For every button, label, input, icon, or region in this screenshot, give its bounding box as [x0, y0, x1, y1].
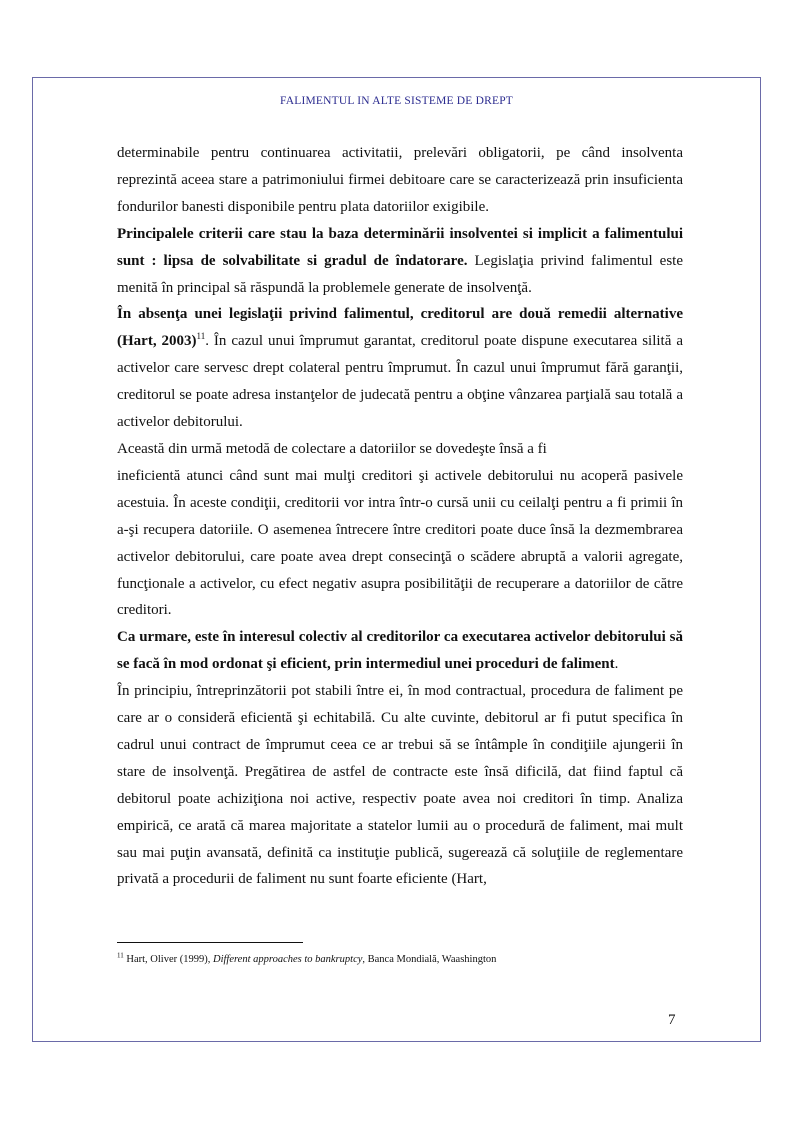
remedies-bold-text: În absenţa unei legislaţii privind falimentul, creditorul are două remedii alternative (Hart, 2003) — [117, 306, 683, 350]
page-number: 7 — [668, 1012, 676, 1028]
footnote-title: Different approaches to bankruptcy — [212, 954, 363, 965]
footnote-number: 11 — [117, 951, 124, 960]
collective-interest-bold-text: Ca urmare, este în interesul colectiv al creditorilor ca executarea activelor debitorului să se facă în mod ordonat şi eficient, prin intermediul unei proceduri de faliment — [117, 629, 683, 673]
footnote-rest: , Banca Mondială, Waashington — [362, 954, 497, 965]
paragraph-inefficiency-first-line: Această din urmă metodă de colectare a datoriilor se dovedeşte însă a fi — [117, 440, 547, 457]
paragraph-inefficiency: ineficientă atunci când sunt mai mulţi creditori şi activele debitorului nu acoperă pasivele acestuia. În aceste condiţii, creditorii vor intra într-o cursă unii cu ceilalţi pentru a fi primii în a-şi recupera datoriile. O asemenea întrecere între creditori poate duce însă la dezmembrarea activelor debitorului, care poate avea drept consecinţă o scădere abruptă a valorii agregate, funcţionale a activelor, cu efect negativ asupra posibilităţii de recuperare a datoriilor de către creditori. — [117, 467, 683, 619]
paragraph-contractual-procedure: În principiu, întreprinzătorii pot stabili între ei, în mod contractual, procedura de faliment pe care ar o consideră eficientă şi echitabilă. Cu alte cuvinte, debitorul ar fi putut specifica în cadrul unui contract de împrumut ceea ce ar trebui să se întâmple în condiţiile ajungerii în stare de insolvenţă. Pregătirea de astfel de contracte este însă dificilă, dat fiind faptul că debitorul poate achiziţiona noi active, respectiv poate avea noi creditori în timp. Analiza empirică, ce arată că marea majoritate a statelor lumii au o procedură de faliment, mai mult sau mai puţin avansată, definită ca instituţie publică, sugerează că soluţiile de reglementare privată a procedurii de faliment nu sunt foarte eficiente (Hart, — [117, 683, 683, 888]
paragraph-collective-interest — [117, 624, 683, 678]
footnote-separator — [117, 942, 303, 943]
page-body — [117, 140, 683, 893]
paragraph-remedies — [117, 301, 683, 436]
footnote — [117, 951, 497, 965]
paragraph-insolvency-definition: determinabile pentru continuarea activitatii, prelevări obligatorii, pe când insolventa reprezintă aceea stare a patrimoniului firmei debitoare care se caracterizează prin insuficienta fondurilor banesti disponibile pentru plata datoriilor exigibile. — [117, 145, 683, 215]
criteria-rest-text: Legislaţia privind falimentul este menită în principal să răspundă la problemele generate de insolvenţă. — [117, 252, 683, 296]
collective-interest-rest-text: . — [614, 656, 619, 673]
paragraph-criteria — [117, 221, 683, 302]
remedies-rest-text: . În cazul unui împrumut garantat, creditorul poate dispune executarea silită a activelor care servesc drept colateral pentru împrumut. În cazul unui împrumut fără garanţii, creditorul se poate adresa instanţelor de judecată pentru a obţine vânzarea parţială sau totală a activelor debitorului. — [117, 333, 683, 431]
footnote-reference[interactable]: 11 — [196, 331, 206, 342]
footnote-author: Hart, Oliver (1999), — [123, 954, 213, 965]
running-header: FALIMENTUL IN ALTE SISTEME DE DREPT — [279, 95, 514, 107]
criteria-bold-text: Principalele criterii care stau la baza determinării insolventei si implicit a falimentului sunt : lipsa de solvabilitate si gradul de îndatorare. — [117, 225, 683, 269]
